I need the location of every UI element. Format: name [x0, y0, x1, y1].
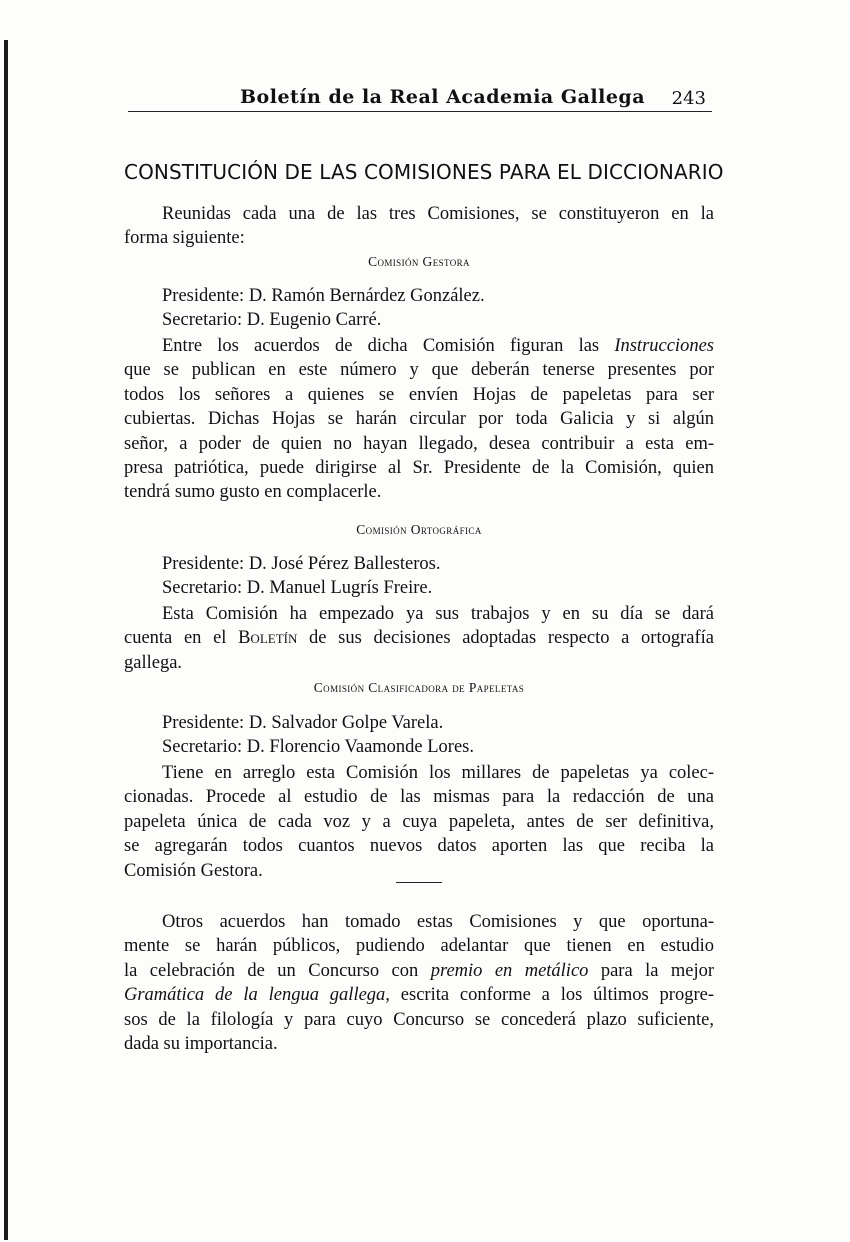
section-separator	[396, 882, 442, 883]
paragraph-line: cionadas. Procede al estudio de las mismas para la redacción de una	[124, 787, 714, 808]
paragraph-line	[124, 626, 714, 650]
text-span: cuenta en el	[124, 628, 239, 649]
secretario-line: Secretario: D. Florencio Vaamonde Lores.	[162, 737, 475, 757]
paragraph-line	[124, 959, 714, 983]
header-rule	[128, 111, 712, 112]
paragraph-line: sos de la filología y para cuyo Concurso se concederá plazo suficiente,	[124, 1009, 714, 1030]
paragraph-line: señor, a poder de quien no hayan llegado, desea contribuir a esta em-	[124, 433, 714, 454]
secretario-line: Secretario: D. Eugenio Carré.	[162, 310, 382, 330]
journal-title: Boletín de la Real Academia Gallega	[240, 86, 646, 108]
intro-paragraph	[124, 202, 714, 251]
ortografica-paragraph	[124, 602, 714, 675]
section-heading-ortografica: Comisión Ortográfica	[356, 522, 482, 537]
paragraph-line: forma siguiente:	[124, 228, 245, 249]
paragraph-line: tendrá sumo gusto en complacerle.	[124, 482, 382, 503]
presidente-line: Presidente: D. Salvador Golpe Varela.	[162, 713, 444, 733]
gestora-paragraph	[124, 334, 714, 505]
running-header	[128, 82, 712, 112]
section-heading-gestora: Comisión Gestora	[368, 254, 470, 269]
italic-text: Gramática de la lengua gallega,	[124, 985, 390, 1006]
page-binding-edge	[4, 40, 8, 1240]
paragraph-line: papeleta única de cada voz y a cuya papeleta, antes de ser definitiva,	[124, 811, 714, 832]
paragraph-line: Tiene en arreglo esta Comisión los millares de papeletas ya colec-	[162, 763, 714, 783]
paragraph-line: presa patriótica, puede dirigirse al Sr. Presidente de la Comisión, quien	[124, 458, 714, 479]
paragraph-line: Otros acuerdos han tomado estas Comisiones y que oportuna-	[162, 912, 714, 932]
italic-text: Instrucciones	[614, 336, 714, 356]
secretario-line: Secretario: D. Manuel Lugrís Freire.	[162, 578, 433, 598]
section-heading-clasificadora: Comisión Clasificadora de Papeletas	[313, 680, 525, 695]
closing-paragraph	[124, 910, 714, 1056]
text-span: escrita conforme a los últimos progre-	[389, 985, 714, 1006]
text-span: la celebración de un Concurso con	[124, 960, 431, 981]
page-title: CONSTITUCIÓN DE LAS COMISIONES PARA EL DICCIONARIO	[124, 160, 724, 184]
clasificadora-paragraph	[124, 761, 714, 883]
paragraph-line: todos los señores a quienes se envíen Hojas de papeletas para ser	[124, 384, 714, 405]
paragraph-line: cubiertas. Dichas Hojas se harán circular por toda Galicia y si algún	[124, 409, 714, 430]
presidente-line: Presidente: D. Ramón Bernárdez González.	[162, 286, 485, 306]
paragraph-line	[124, 334, 714, 358]
presidente-line: Presidente: D. José Pérez Ballesteros.	[162, 554, 441, 574]
text-span: Entre los acuerdos de dicha Comisión figuran las	[162, 336, 615, 356]
paragraph-line: Comisión Gestora.	[124, 860, 263, 881]
paragraph-line: gallega.	[124, 652, 183, 673]
text-span: para la mejor	[588, 960, 715, 981]
italic-text: premio en metálico	[430, 960, 589, 981]
small-caps-text: Boletín	[238, 628, 298, 649]
paragraph-line: dada su importancia.	[124, 1034, 278, 1055]
paragraph-line: se agregarán todos cuantos nuevos datos aporten las que reciba la	[124, 836, 714, 857]
text-span: de sus decisiones adoptadas respecto a ortografía	[297, 628, 714, 649]
page-number: 243	[671, 88, 706, 109]
paragraph-line: que se publican en este número y que deberán tenerse presentes por	[124, 360, 714, 381]
paragraph-line: Reunidas cada una de las tres Comisiones, se constituyeron en la	[162, 204, 714, 224]
paragraph-line	[124, 983, 714, 1007]
paragraph-line: Esta Comisión ha empezado ya sus trabajos y en su día se dará	[162, 604, 714, 624]
paragraph-line: mente se harán públicos, pudiendo adelantar que tienen en estudio	[124, 936, 714, 957]
